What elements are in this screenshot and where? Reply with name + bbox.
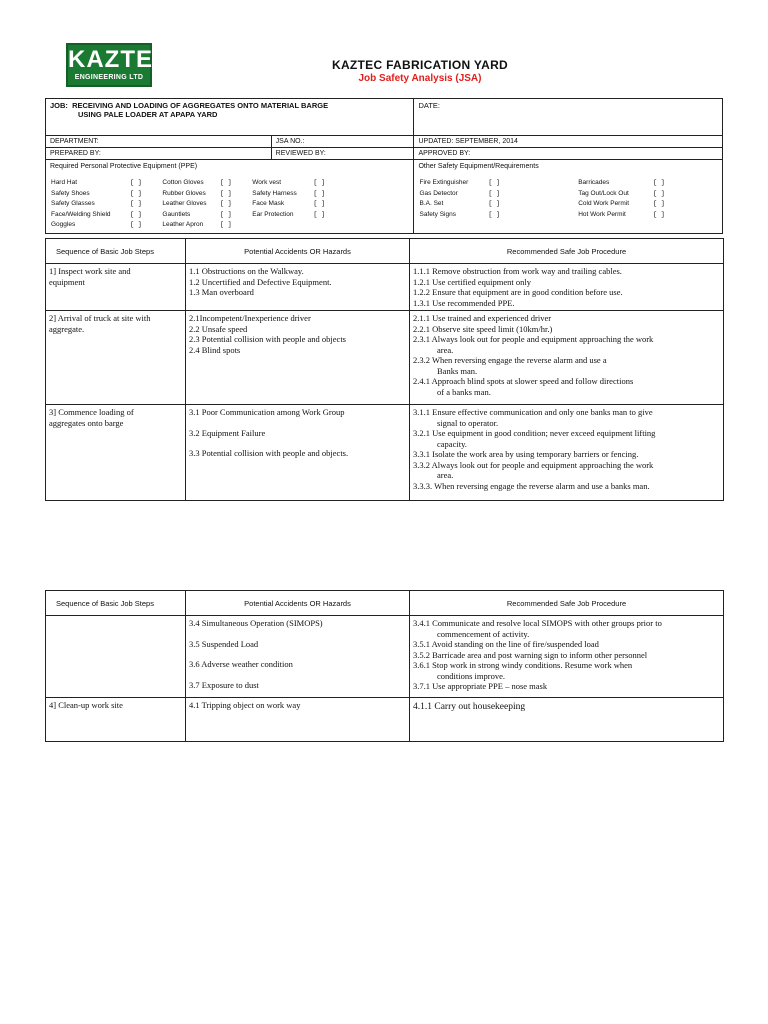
checkbox[interactable]: [ ] bbox=[219, 200, 232, 207]
checkbox[interactable]: [ ] bbox=[488, 179, 501, 186]
procedure-text: conditions improve. bbox=[437, 670, 505, 681]
ppe-item: Gauntlets bbox=[162, 210, 191, 218]
procedure-text: 3.3.2 Always look out for people and equipment approaching the work bbox=[413, 459, 654, 470]
jsa-steps-table-1 bbox=[45, 238, 724, 501]
checkbox[interactable]: [ ] bbox=[130, 179, 142, 186]
date-field: DATE: bbox=[414, 99, 723, 136]
checkbox[interactable]: [ ] bbox=[219, 221, 232, 228]
reviewed-by-field: REVIEWED BY: bbox=[271, 148, 414, 160]
procedure-text: Banks man. bbox=[437, 365, 478, 376]
procedure-text: of a banks man. bbox=[437, 386, 491, 397]
ppe-item: Safety Shoes bbox=[51, 189, 90, 197]
procedure-text: 2.1.1 Use trained and experienced driver bbox=[413, 313, 552, 323]
checkbox[interactable]: [ ] bbox=[130, 221, 142, 228]
equipment-item: Safety Signs bbox=[419, 210, 456, 218]
procedure-text: area. bbox=[437, 344, 454, 355]
hazard-text: 3.6 Adverse weather condition bbox=[189, 659, 293, 669]
hazard-text: 1.1 Obstructions on the Walkway. bbox=[189, 266, 304, 276]
procedure-text: 2.3.2 When reversing engage the reverse alarm and use a bbox=[413, 355, 607, 365]
procedure-text: area. bbox=[437, 470, 454, 480]
equipment-item: Barricades bbox=[578, 179, 610, 186]
procedure-text: 3.2.1 Use equipment in good condition; never exceed equipment lifting bbox=[413, 428, 656, 438]
department-field: DEPARTMENT: bbox=[46, 136, 272, 148]
job-line-1: RECEIVING AND LOADING OF AGGREGATES ONTO MATERIAL BARGE bbox=[72, 101, 329, 110]
hazard-text: 3.2 Equipment Failure bbox=[189, 427, 266, 438]
table-row bbox=[46, 264, 724, 311]
ppe-item: Work vest bbox=[252, 179, 282, 186]
checkbox[interactable]: [ ] bbox=[653, 179, 665, 186]
hazard-text: 3.3 Potential collision with people and objects. bbox=[189, 448, 349, 458]
step-text: equipment bbox=[49, 276, 85, 287]
jsa-header-form bbox=[45, 98, 723, 234]
step-text: 3] Commence loading of bbox=[49, 407, 134, 417]
hazard-text: 2.3 Potential collision with people and objects bbox=[189, 334, 346, 344]
procedure-text: 3.1.1 Ensure effective communication and only one banks man to give bbox=[413, 407, 653, 417]
ppe-section bbox=[46, 160, 414, 234]
header-job-steps: Sequence of Basic Job Steps bbox=[46, 591, 186, 616]
ppe-item: Face Mask bbox=[252, 200, 285, 207]
checkbox[interactable]: [ ] bbox=[130, 210, 142, 218]
procedure-text: 4.1.1 Carry out housekeeping bbox=[413, 702, 526, 712]
hazard-text: 2.2 Unsafe speed bbox=[189, 323, 248, 334]
equipment-item: Tag Out/Lock Out bbox=[578, 189, 629, 197]
checkbox[interactable]: [ ] bbox=[219, 210, 232, 218]
checkbox[interactable]: [ ] bbox=[653, 210, 665, 218]
step-cell-empty bbox=[46, 616, 186, 698]
step-text: aggregate. bbox=[49, 323, 85, 334]
jsa-steps-table-2 bbox=[45, 590, 724, 742]
ppe-item: Ear Protection bbox=[252, 210, 294, 218]
ppe-item: Leather Apron bbox=[162, 221, 204, 228]
checkbox[interactable]: [ ] bbox=[313, 210, 326, 218]
ppe-item: Leather Gloves bbox=[162, 200, 207, 207]
procedure-text: 3.4.1 Communicate and resolve local SIMOPS with other groups prior to bbox=[413, 618, 662, 628]
hazard-text: 3.5 Suspended Load bbox=[189, 638, 259, 649]
ppe-item: Rubber Gloves bbox=[162, 189, 206, 197]
checkbox[interactable]: [ ] bbox=[488, 200, 501, 207]
ppe-item: Safety Glasses bbox=[51, 200, 95, 207]
procedure-text: 3.5.2 Barricade area and post warning sign to inform other personnel bbox=[413, 649, 648, 660]
step-text: aggregates onto barge bbox=[49, 417, 124, 428]
checkbox[interactable]: [ ] bbox=[130, 189, 142, 197]
procedure-text: 1.3.1 Use recommended PPE. bbox=[413, 297, 515, 308]
header-procedure: Recommended Safe Job Procedure bbox=[410, 239, 724, 264]
equipment-item: Hot Work Permit bbox=[578, 210, 626, 218]
other-equipment-checklist bbox=[418, 178, 718, 220]
ppe-item: Hard Hat bbox=[51, 179, 78, 186]
hazard-text: 3.7 Exposure to dust bbox=[189, 679, 259, 690]
checkbox[interactable]: [ ] bbox=[130, 200, 142, 207]
table-row bbox=[46, 616, 724, 698]
procedure-text: 1.1.1 Remove obstruction from work way and trailing cables. bbox=[413, 266, 622, 276]
job-label: JOB: bbox=[50, 101, 68, 110]
equipment-item: Cold Work Permit bbox=[578, 200, 630, 207]
procedure-text: 2.2.1 Observe site speed limit (10km/hr.) bbox=[413, 323, 553, 334]
header-hazards: Potential Accidents OR Hazards bbox=[186, 239, 410, 264]
other-equipment-label: Other Safety Equipment/Requirements bbox=[418, 163, 539, 170]
procedure-text: 2.3.1 Always look out for people and equipment approaching the work bbox=[413, 334, 654, 344]
approved-by-field: APPROVED BY: bbox=[414, 148, 723, 160]
company-title: KAZTEC FABRICATION YARD bbox=[331, 58, 509, 72]
checkbox[interactable]: [ ] bbox=[653, 189, 665, 197]
other-equipment-section bbox=[414, 160, 723, 234]
logo-text: KAZTEC bbox=[68, 46, 172, 73]
jsa-number-field: JSA NO.: bbox=[271, 136, 414, 148]
equipment-item: B.A. Set bbox=[419, 200, 444, 207]
hazard-text: 1.2 Uncertified and Defective Equipment. bbox=[189, 276, 332, 287]
procedure-text: 2.4.1 Approach blind spots at slower speed and follow directions bbox=[413, 376, 634, 386]
table-row bbox=[46, 405, 724, 501]
document-title: Job Safety Analysis (JSA) bbox=[358, 73, 482, 84]
procedure-text: 3.5.1 Avoid standing on the line of fire/suspended load bbox=[413, 639, 599, 649]
table-row bbox=[46, 311, 724, 405]
ppe-checklist bbox=[50, 178, 409, 231]
checkbox[interactable]: [ ] bbox=[313, 179, 326, 186]
ppe-item: Safety Harness bbox=[252, 189, 297, 197]
procedure-text: 1.2.1 Use certified equipment only bbox=[413, 276, 532, 287]
checkbox[interactable]: [ ] bbox=[488, 210, 501, 218]
ppe-item: Face/Welding Shield bbox=[51, 210, 111, 218]
hazard-text: 2.1Incompetent/Inexperience driver bbox=[189, 313, 311, 323]
procedure-text: capacity. bbox=[437, 438, 467, 449]
procedure-text: signal to operator. bbox=[437, 417, 499, 428]
logo-subtext: ENGINEERING LTD bbox=[74, 74, 144, 81]
procedure-text: commencement of activity. bbox=[437, 628, 530, 639]
step-text: 1] Inspect work site and bbox=[49, 266, 131, 276]
checkbox[interactable]: [ ] bbox=[219, 189, 232, 197]
procedure-text: 1.2.2 Ensure that equipment are in good condition before use. bbox=[413, 287, 623, 297]
updated-field: UPDATED: SEPTEMBER, 2014 bbox=[414, 136, 723, 148]
header-procedure: Recommended Safe Job Procedure bbox=[410, 591, 724, 616]
step-text: 2] Arrival of truck at site with bbox=[49, 313, 151, 323]
checkbox[interactable]: [ ] bbox=[219, 179, 232, 186]
procedure-text: 3.7.1 Use appropriate PPE – nose mask bbox=[413, 681, 548, 691]
ppe-item: Goggles bbox=[51, 221, 76, 228]
checkbox[interactable]: [ ] bbox=[653, 200, 665, 207]
ppe-item: Cotton Gloves bbox=[162, 179, 204, 186]
checkbox[interactable]: [ ] bbox=[488, 189, 501, 197]
hazard-text: 4.1 Tripping object on work way bbox=[189, 700, 301, 710]
ppe-label: Required Personal Protective Equipment (PPE) bbox=[50, 163, 198, 170]
header-hazards: Potential Accidents OR Hazards bbox=[186, 591, 410, 616]
header-job-steps: Sequence of Basic Job Steps bbox=[46, 239, 186, 264]
procedure-text: 3.3.3. When reversing engage the reverse alarm and use a banks man. bbox=[413, 480, 650, 491]
procedure-text: 3.6.1 Stop work in strong windy conditions. Resume work when bbox=[413, 660, 633, 670]
checkbox[interactable]: [ ] bbox=[313, 200, 326, 207]
procedure-text: 3.3.1 Isolate the work area by using temporary barriers or fencing. bbox=[413, 449, 639, 459]
equipment-item: Gas Detector bbox=[419, 189, 458, 197]
step-text: 4] Clean-up work site bbox=[49, 700, 123, 710]
table-row bbox=[46, 698, 724, 742]
prepared-by-field: PREPARED BY: bbox=[46, 148, 272, 160]
job-field bbox=[46, 99, 414, 136]
hazard-text: 1.3 Man overboard bbox=[189, 287, 254, 297]
company-logo bbox=[66, 43, 172, 87]
hazard-text: 3.4 Simultaneous Operation (SIMOPS) bbox=[189, 618, 323, 628]
equipment-item: Fire Extinguisher bbox=[419, 179, 469, 186]
hazard-text: 2.4 Blind spots bbox=[189, 344, 241, 355]
job-line-2: USING PALE LOADER AT APAPA YARD bbox=[78, 110, 218, 119]
hazard-text: 3.1 Poor Communication among Work Group bbox=[189, 407, 345, 417]
checkbox[interactable]: [ ] bbox=[313, 189, 326, 197]
